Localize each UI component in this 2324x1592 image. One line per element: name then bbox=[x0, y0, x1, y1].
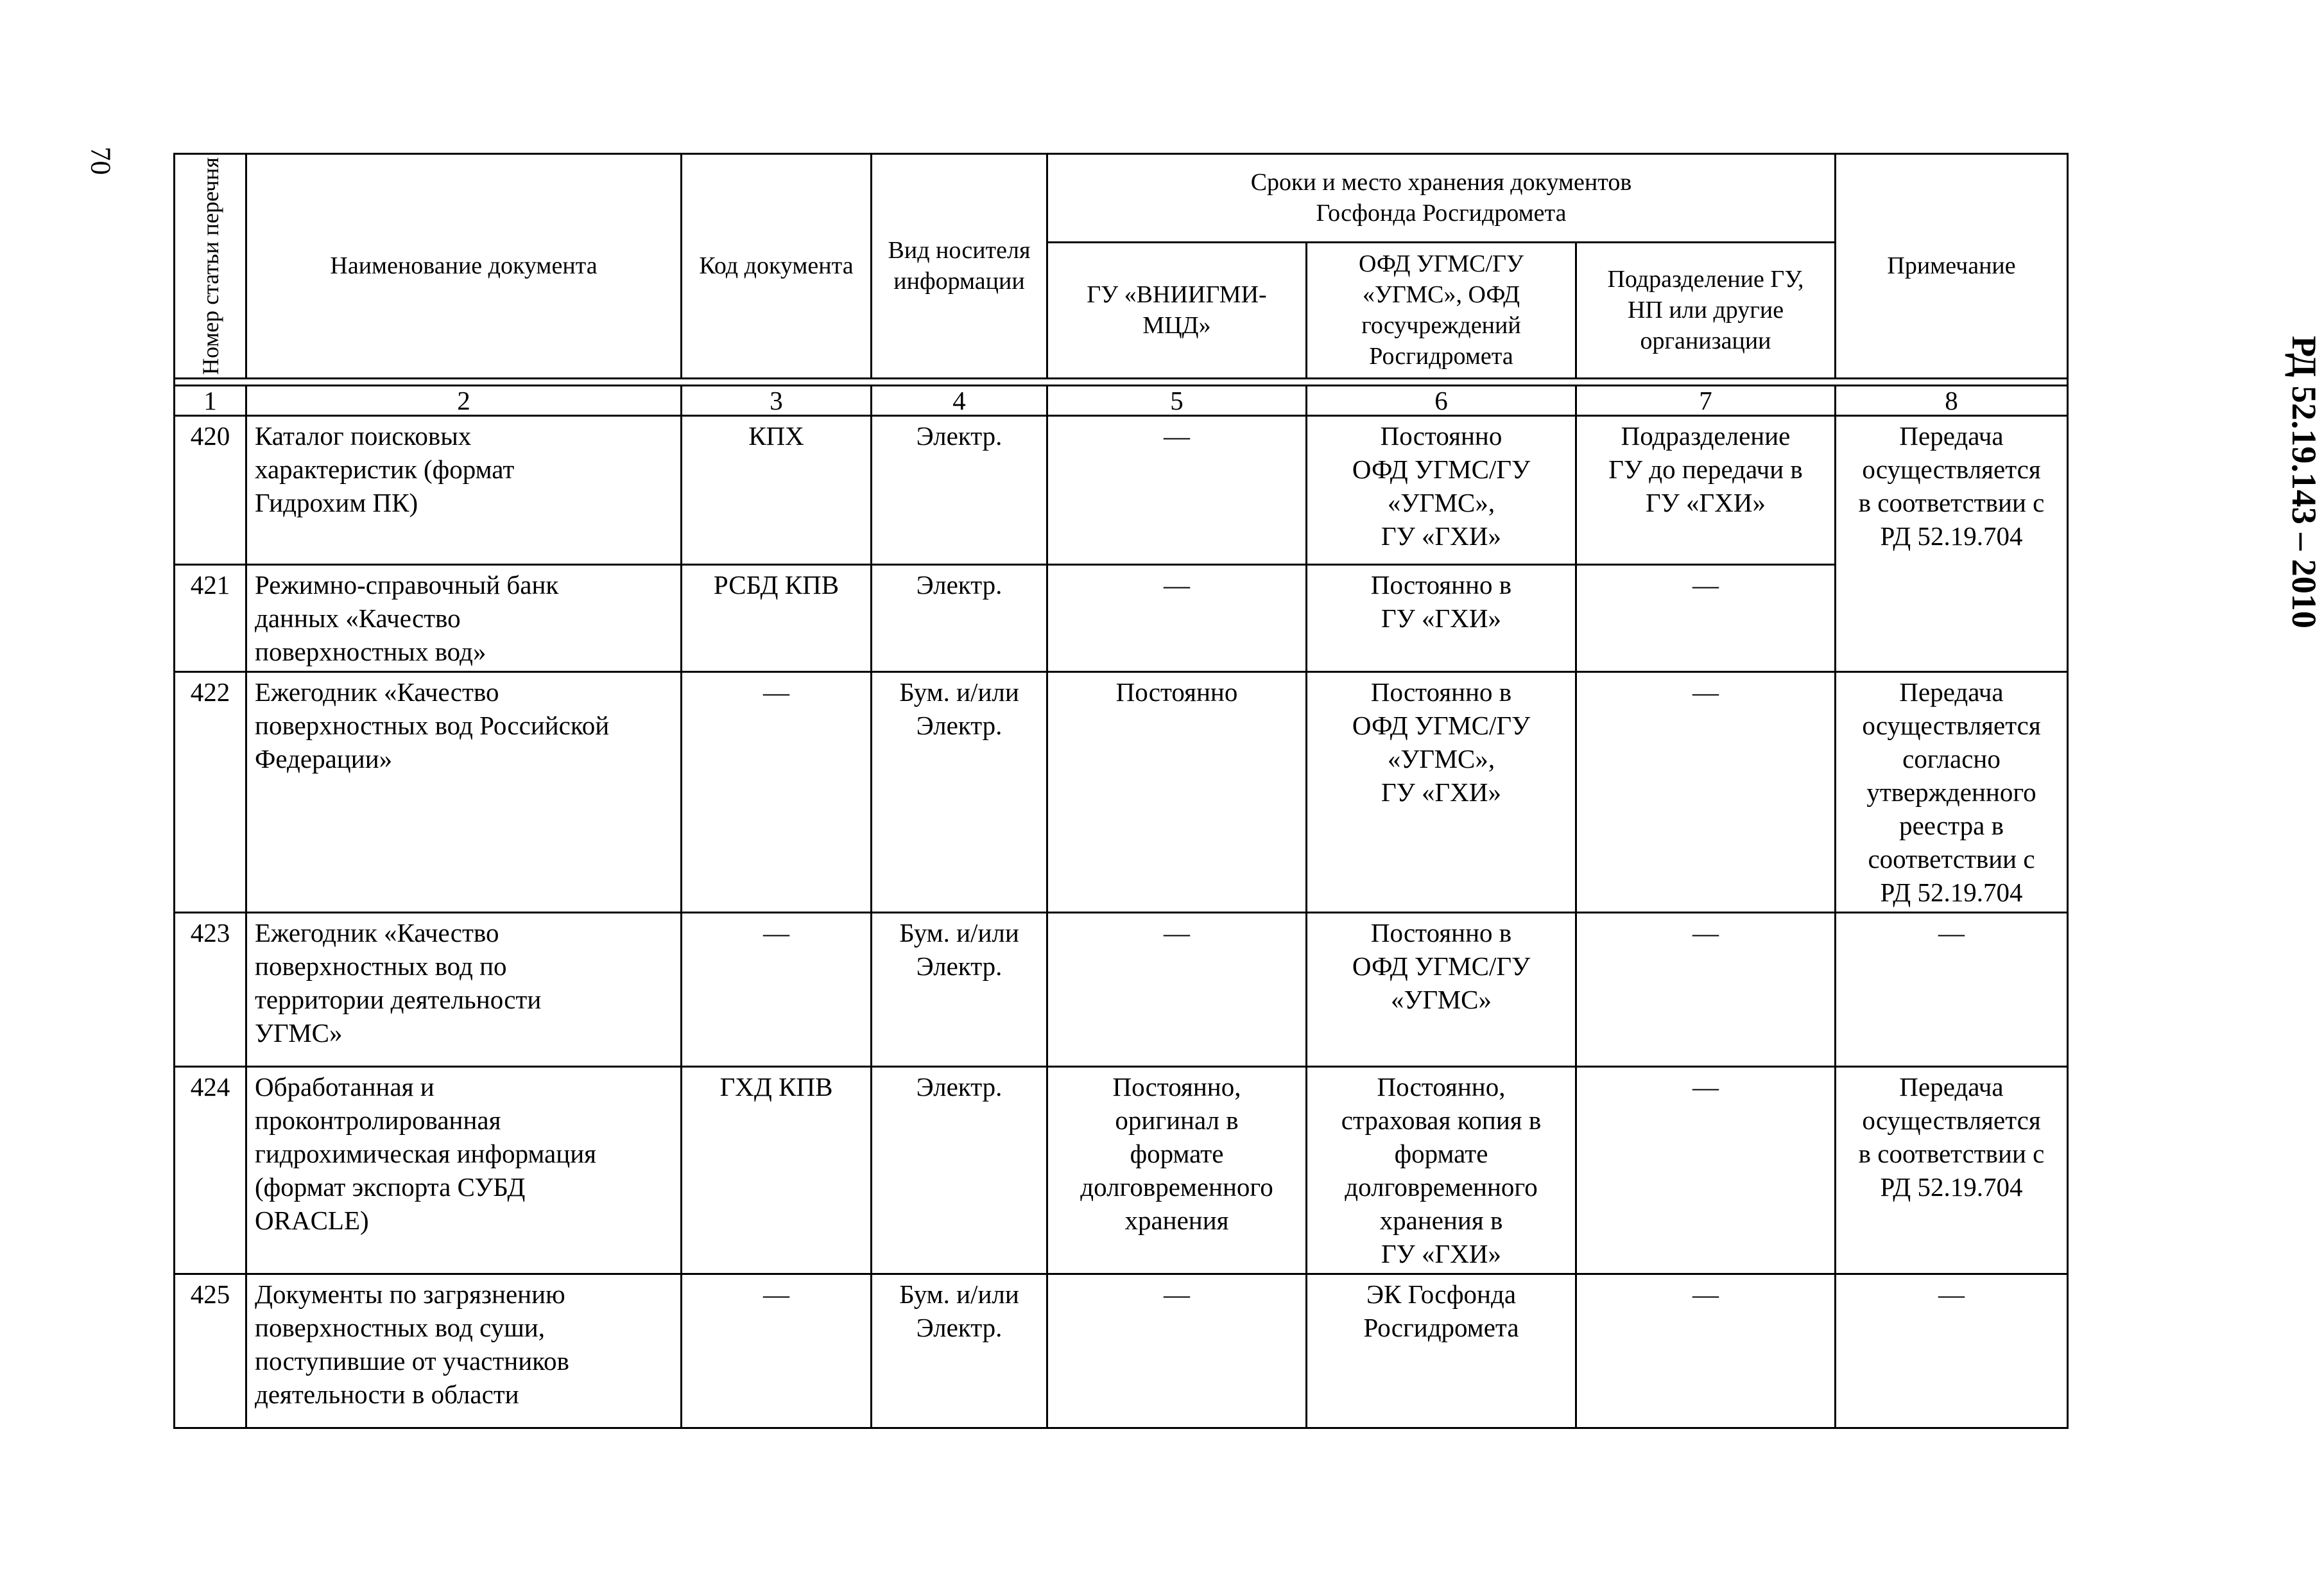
table-row bbox=[175, 1274, 2068, 1428]
row-number: 422 bbox=[175, 671, 246, 912]
header-code: Код документа bbox=[682, 154, 872, 379]
row-storage-division: — bbox=[1576, 671, 1836, 912]
header-storage-ofd: ОФД УГМС/ГУ «УГМС», ОФД госучреждений Росгидромета bbox=[1307, 242, 1576, 378]
column-number: 7 bbox=[1576, 385, 1836, 415]
column-number: 4 bbox=[872, 385, 1047, 415]
row-doc-name: Ежегодник «Качество поверхностных вод Российской Федерации» bbox=[246, 671, 682, 912]
table-row bbox=[175, 564, 2068, 671]
row-doc-name: Документы по загрязнению поверхностных вод суши, поступившие от участников деятельности в области bbox=[246, 1274, 682, 1428]
row-doc-name: Обработанная и проконтролированная гидрохимическая информация (формат экспорта СУБД ORACLE) bbox=[246, 1066, 682, 1274]
row-storage-ofd: ЭК Госфонда Росгидромета bbox=[1307, 1274, 1576, 1428]
table-row bbox=[175, 1066, 2068, 1274]
header-item-number bbox=[175, 154, 246, 379]
row-storage-vniigmi: Постоянно, оригинал в формате долговременного хранения bbox=[1047, 1066, 1307, 1274]
header-storage-division: Подразделение ГУ, НП или другие организации bbox=[1576, 242, 1836, 378]
row-storage-ofd: Постоянно, страховая копия в формате долговременного хранения в ГУ «ГХИ» bbox=[1307, 1066, 1576, 1274]
column-number: 5 bbox=[1047, 385, 1307, 415]
row-doc-code: КПХ bbox=[682, 415, 872, 564]
row-storage-ofd: Постоянно ОФД УГМС/ГУ «УГМС», ГУ «ГХИ» bbox=[1307, 415, 1576, 564]
header-storage-vniigmi: ГУ «ВНИИГМИ- МЦД» bbox=[1047, 242, 1307, 378]
row-doc-code: — bbox=[682, 1274, 872, 1428]
column-number: 1 bbox=[175, 385, 246, 415]
row-storage-vniigmi: Постоянно bbox=[1047, 671, 1307, 912]
registry-table bbox=[173, 153, 2069, 1429]
page-number: 70 bbox=[85, 146, 117, 175]
row-storage-ofd: Постоянно в ОФД УГМС/ГУ «УГМС» bbox=[1307, 912, 1576, 1066]
table-row bbox=[175, 415, 2068, 564]
row-storage-division: — bbox=[1576, 1274, 1836, 1428]
row-doc-code: — bbox=[682, 912, 872, 1066]
row-medium: Бум. и/или Электр. bbox=[872, 671, 1047, 912]
row-note: Передача осуществляется согласно утвержденного реестра в соответствии с РД 52.19.704 bbox=[1836, 671, 2068, 912]
column-number: 2 bbox=[246, 385, 682, 415]
row-medium: Бум. и/или Электр. bbox=[872, 912, 1047, 1066]
table-body bbox=[175, 415, 2068, 1428]
row-storage-ofd: Постоянно в ОФД УГМС/ГУ «УГМС», ГУ «ГХИ» bbox=[1307, 671, 1576, 912]
row-number: 420 bbox=[175, 415, 246, 564]
row-note: Передача осуществляется в соответствии с РД 52.19.704 bbox=[1836, 1066, 2068, 1274]
row-storage-vniigmi: — bbox=[1047, 1274, 1307, 1428]
table-header bbox=[175, 154, 2068, 416]
column-numbers-row bbox=[175, 385, 2068, 415]
row-note: Передача осуществляется в соответствии с РД 52.19.704 bbox=[1836, 415, 2068, 671]
row-doc-name: Ежегодник «Качество поверхностных вод по территории деятельности УГМС» bbox=[246, 912, 682, 1066]
row-medium: Электр. bbox=[872, 564, 1047, 671]
header-name: Наименование документа bbox=[246, 154, 682, 379]
row-note: — bbox=[1836, 1274, 2068, 1428]
row-number: 421 bbox=[175, 564, 246, 671]
row-storage-division: — bbox=[1576, 564, 1836, 671]
row-doc-name: Каталог поисковых характеристик (формат Гидрохим ПК) bbox=[246, 415, 682, 564]
column-number: 6 bbox=[1307, 385, 1576, 415]
row-number: 424 bbox=[175, 1066, 246, 1274]
header-note: Примечание bbox=[1836, 154, 2068, 379]
row-doc-name: Режимно-справочный банк данных «Качество поверхностных вод» bbox=[246, 564, 682, 671]
row-medium: Бум. и/или Электр. bbox=[872, 1274, 1047, 1428]
header-storage-group: Сроки и место хранения документов Госфонда Росгидромета bbox=[1047, 154, 1836, 243]
row-storage-ofd: Постоянно в ГУ «ГХИ» bbox=[1307, 564, 1576, 671]
row-medium: Электр. bbox=[872, 1066, 1047, 1274]
table-row bbox=[175, 912, 2068, 1066]
row-storage-vniigmi: — bbox=[1047, 564, 1307, 671]
row-doc-code: ГХД КПВ bbox=[682, 1066, 872, 1274]
row-note: — bbox=[1836, 912, 2068, 1066]
row-number: 425 bbox=[175, 1274, 246, 1428]
row-storage-vniigmi: — bbox=[1047, 415, 1307, 564]
document-code: РД 52.19.143 – 2010 bbox=[2285, 336, 2323, 628]
column-number: 3 bbox=[682, 385, 872, 415]
row-storage-division: — bbox=[1576, 912, 1836, 1066]
column-number: 8 bbox=[1836, 385, 2068, 415]
row-doc-code: РСБД КПВ bbox=[682, 564, 872, 671]
row-medium: Электр. bbox=[872, 415, 1047, 564]
row-storage-division: Подразделение ГУ до передачи в ГУ «ГХИ» bbox=[1576, 415, 1836, 564]
row-doc-code: — bbox=[682, 671, 872, 912]
row-number: 423 bbox=[175, 912, 246, 1066]
header-item-number-label: Номер статьи перечня bbox=[197, 157, 223, 375]
header-medium: Вид носителя информации bbox=[872, 154, 1047, 379]
row-storage-division: — bbox=[1576, 1066, 1836, 1274]
row-storage-vniigmi: — bbox=[1047, 912, 1307, 1066]
table-row bbox=[175, 671, 2068, 912]
